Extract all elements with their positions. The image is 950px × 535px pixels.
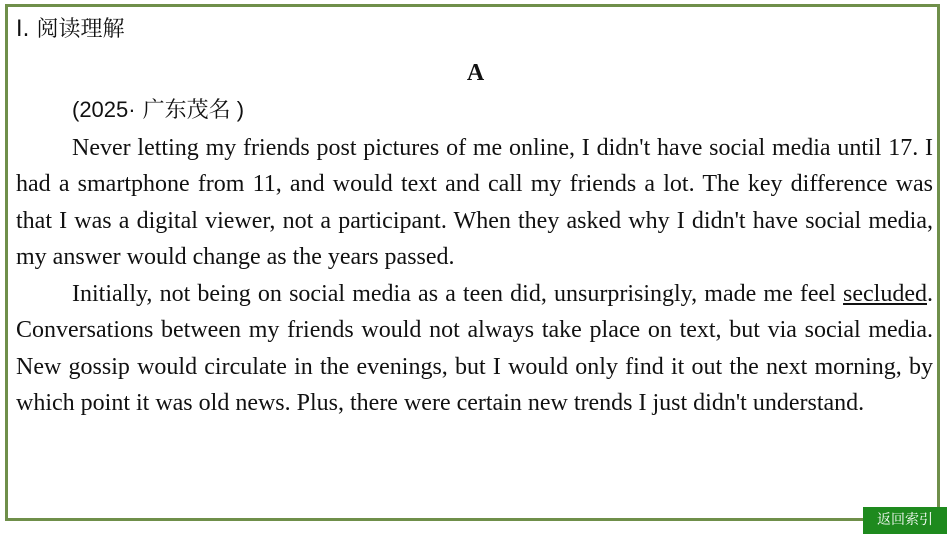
passage-frame: [5, 4, 940, 521]
source-open: (2025·: [72, 97, 136, 122]
passage-content: [16, 92, 933, 422]
passage-label: A: [466, 60, 485, 86]
underlined-word: secluded: [843, 280, 927, 307]
section-title: I. 阅读理解: [16, 17, 125, 42]
source-line: [16, 92, 933, 130]
paragraph-2-after: . Conversations between my friends would not always take place on text, but via social media. New gossip would circulate in the evenings, but I would only find it out the next morning, by which point it was old news. Plus, there were certain new trends I just didn't understand.: [16, 280, 933, 416]
paragraph-1: Never letting my friends post pictures of me online, I didn't have social media until 17. I had a smartphone from 11, and would text and call my friends a lot. The key difference was that I was a digital viewer, not a participant. When they asked why I didn't have social media, my answer would change as the years passed.: [16, 134, 933, 270]
paragraph-2-before: Initially, not being on social media as a teen did, unsurprisingly, made me feel: [72, 280, 844, 307]
source-place: 广东茂名: [135, 98, 231, 123]
paragraph-2: [16, 276, 933, 422]
source-citation: [72, 97, 244, 122]
return-index-button[interactable]: 返回索引: [863, 507, 947, 534]
source-close: ): [230, 97, 245, 122]
